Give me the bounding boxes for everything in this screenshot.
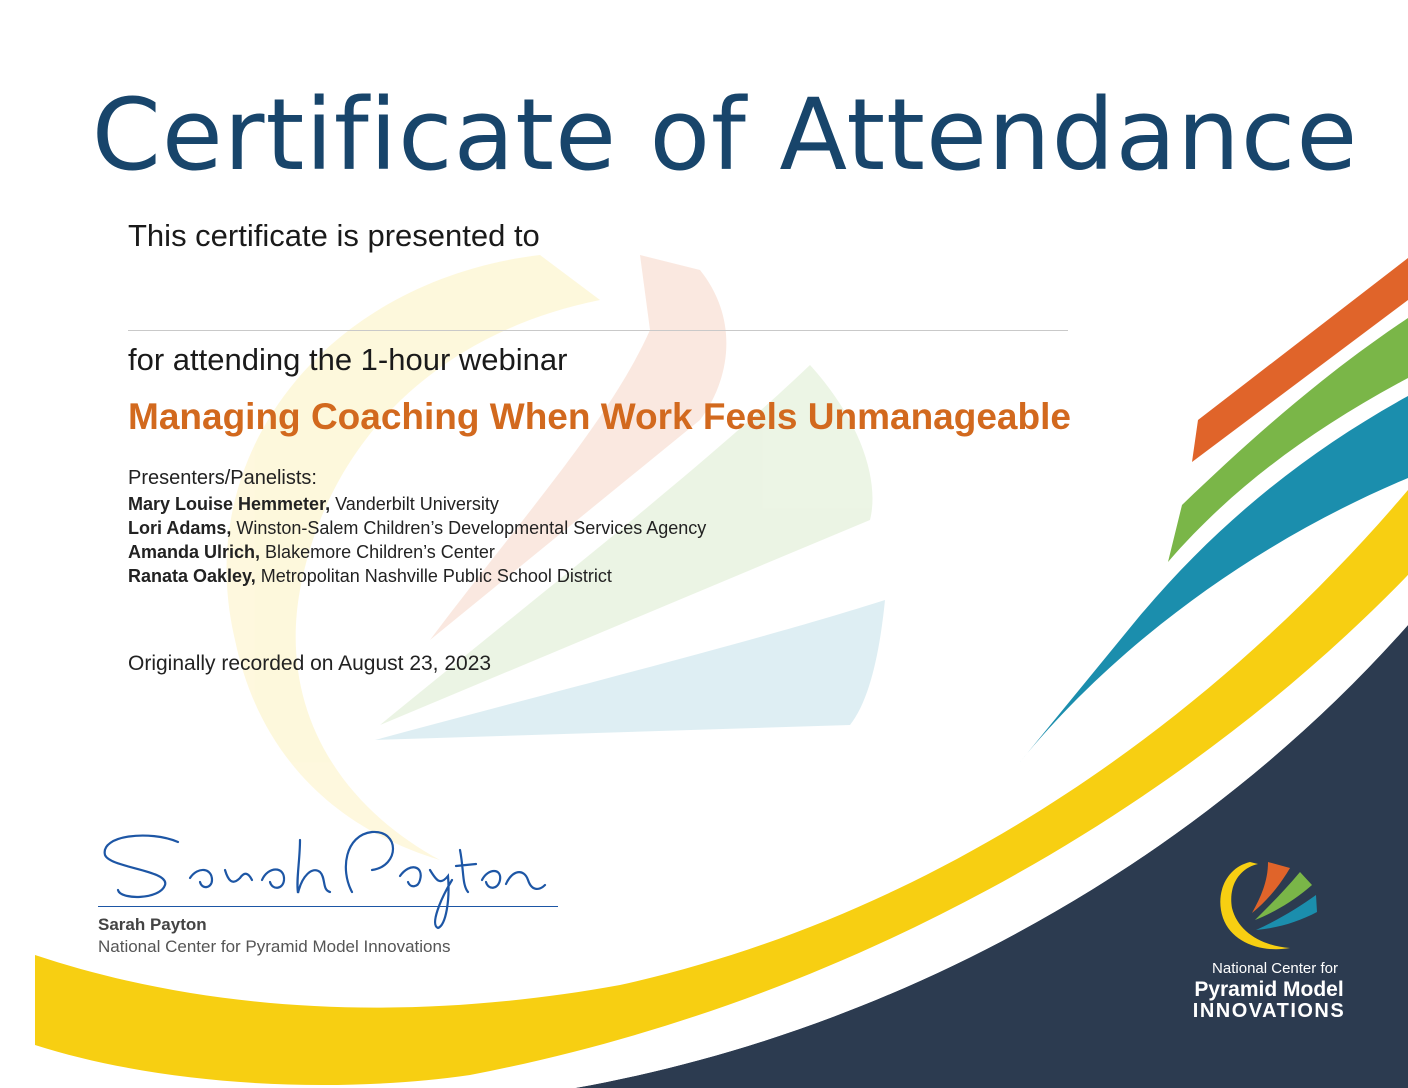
- signature-scribble: [105, 832, 545, 928]
- presenter-affiliation: Blakemore Children’s Center: [265, 542, 495, 562]
- presenter-item: [128, 518, 706, 539]
- logo-text-line1: National Center for: [1212, 960, 1338, 977]
- webinar-title: Managing Coaching When Work Feels Unmanageable: [128, 396, 1071, 437]
- presenter-item: [128, 566, 612, 587]
- presenter-name: Ranata Oakley,: [128, 566, 256, 586]
- presenter-name: Amanda Ulrich,: [128, 542, 261, 562]
- presenters-label: Presenters/Panelists:: [128, 467, 317, 489]
- presenter-name: Lori Adams,: [128, 518, 232, 538]
- recipient-name-line: [128, 330, 1068, 331]
- signer-organization: National Center for Pyramid Model Innovations: [98, 937, 451, 956]
- presenter-name: Mary Louise Hemmeter,: [128, 494, 331, 514]
- recorded-date: Originally recorded on August 23, 2023: [128, 652, 492, 675]
- presenter-item: [128, 494, 499, 515]
- presenter-affiliation: Vanderbilt University: [335, 494, 499, 514]
- signature-line: [98, 906, 558, 907]
- logo-text-line3: INNOVATIONS: [1192, 1000, 1346, 1022]
- presenter-affiliation: Winston-Salem Children’s Developmental Services Agency: [236, 518, 707, 538]
- signer-name: Sarah Payton: [98, 915, 207, 934]
- attending-text: for attending the 1-hour webinar: [128, 342, 568, 377]
- presented-to-text: This certificate is presented to: [128, 218, 540, 253]
- certificate-title: Certificate of Attendance: [91, 78, 1359, 193]
- presenter-item: [128, 542, 495, 563]
- logo-text-line2: Pyramid Model: [1194, 978, 1344, 1001]
- presenter-affiliation: Metropolitan Nashville Public School District: [260, 566, 612, 586]
